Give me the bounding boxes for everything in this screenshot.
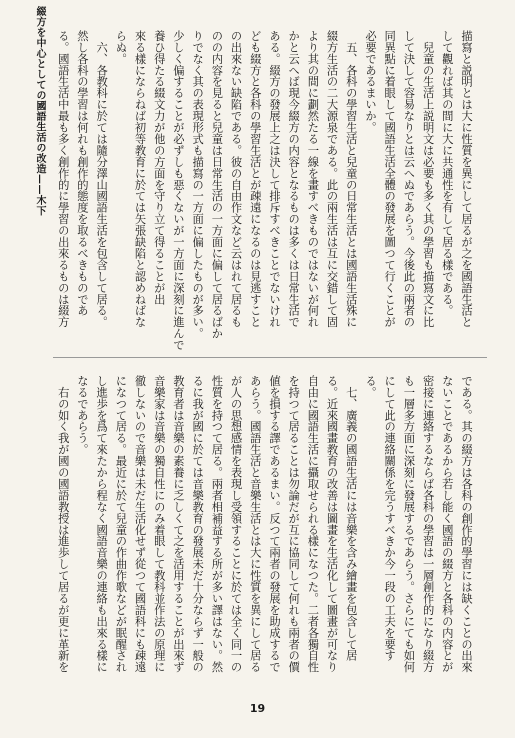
text-column: より其の間に劃然たる一線を畫すべきものではないが何れ xyxy=(306,30,320,328)
text-column: りでなく其の表現形式も描寫の一方面に偏したものが多い。 xyxy=(191,30,205,340)
text-column: の出來ない缺陷である。彼の自由作文など云はれて居るも xyxy=(229,30,243,328)
section-divider xyxy=(53,357,487,358)
text-column: 音樂家は音樂の獨自性にのみ着眼して教科並作法の原理に xyxy=(152,375,166,673)
text-column: して觀れば其の間に大に共通性を有して居る樣である。 xyxy=(440,30,454,317)
text-column: が人の思想感情を表現し受領することに於ては全く同一の xyxy=(229,375,243,673)
text-column: 性質を持つて居る。兩者相補益する所が多い譯はない。然 xyxy=(210,375,224,673)
page-number: 19 xyxy=(249,702,266,715)
body-text-lower xyxy=(54,375,476,695)
text-column: 少しく偏することが必ずしも惡くないが一方面に深刻に進んで xyxy=(171,30,185,351)
text-column: 六、各教科に於ては隨分澤山國語生活を包含して居る。 xyxy=(95,30,109,328)
text-column: を持つて居ることは勿論だが互に協同して何れも兩者の價 xyxy=(287,375,301,673)
text-column: 養ひ得たる綴文力が他の方面を守り立て得ることが出 xyxy=(152,30,166,305)
text-column: 同異點に着眼して國語生活全體の發展を圖つて行くことが xyxy=(383,30,397,328)
text-column: らぬ。 xyxy=(114,30,128,65)
text-column: 綴方生活の二大源泉である。此の兩生活は互に交錯して固 xyxy=(325,30,339,328)
text-column: も一層多方面に深刻に發展するであらう。さらにても如何 xyxy=(402,375,416,673)
text-column: 値を損する譯であるまい。反つて兩者の發展を助成するで xyxy=(267,375,281,673)
text-column: 必要であるまいか。 xyxy=(363,30,377,134)
running-header: 綴方を中心としての國語生活の改造——木下 xyxy=(34,6,45,216)
text-column: 七、廣義の國語生活には音樂を含み繪畫を包含して居 xyxy=(344,375,358,662)
text-column: にして此の連絡關係を完うすべきか今一段の工夫を要す xyxy=(383,375,397,662)
text-column: る。國語生活中最も多く創作的に學習の出來るものは綴方 xyxy=(56,30,70,328)
text-column: ある。綴方の發展上之は決して排斥すべきことでないけれ xyxy=(267,30,281,328)
text-column: して決して容易なりとは云へぬであらう。今後此の兩者の xyxy=(402,30,416,328)
text-column: あらう。國語生活と音樂生活とは大に性質を異にして居る xyxy=(248,375,262,673)
text-column: 來る樣にならねば初等教育に於ては矢張缺陷と認めねばな xyxy=(133,30,147,328)
text-column: 教育者は音樂の素養に乏しくて之を活用することが出來ず xyxy=(171,375,185,673)
text-column: 右の如く我が國の國語教授は進歩して居るが更に革新を xyxy=(56,375,70,673)
text-column: 徹しないので音樂は未だ生活化せず從つて國語科にも疎遠 xyxy=(133,375,147,673)
text-column: なるであらう。 xyxy=(75,375,89,456)
text-column: かと云へば現今綴方の内容となるものは多くは日常生活で xyxy=(287,30,301,328)
text-column: のの内容を見ると兒童は日常生活の一方面に偏して居るばか xyxy=(210,30,224,340)
text-column: るに我が國に於ては音樂教育の發展未だ十分ならず一般の xyxy=(191,375,205,673)
text-column: し進歩を爲て來たから程なく國語音樂の連絡も出來る樣に xyxy=(95,375,109,673)
text-column: になつて居る。最近に於て兒童の作曲作歌などが眠醒され xyxy=(114,375,128,673)
text-column: 密接に連絡するならば各科の學習は一層創作的になり綴方 xyxy=(421,375,435,673)
text-column: 兒童の生活上説明文は必要も多く其の學習も描寫文に比 xyxy=(421,30,435,328)
text-column: ども綴方と各科の學習生活とが疎遠になるのは見逃すこと xyxy=(248,30,262,328)
text-column: 然し各科の學習は何れも創作的態度を取るべきものであ xyxy=(75,30,89,317)
text-column: 描寫と説明とは大に性質を異にして居るが之を國語生活と xyxy=(460,30,473,328)
text-column: 五、各科の學習生活と兒童の日常生活とは國語生活殊に xyxy=(344,30,358,328)
text-column: 自由に國語生活に攝取せられる樣になつた。二者各獨自性 xyxy=(306,375,320,673)
text-column: る。 xyxy=(363,375,377,398)
text-column: である。其の綴方は各科の創作的學習には缺くことの出來 xyxy=(460,375,473,673)
text-column: る。近來國畫教育の改善は圖畫を生活化して圖畫が可なり xyxy=(325,375,339,673)
text-column: ないことであるから若し能く國語の綴方と各科の内容とが xyxy=(440,375,454,673)
body-text-upper xyxy=(54,30,476,350)
